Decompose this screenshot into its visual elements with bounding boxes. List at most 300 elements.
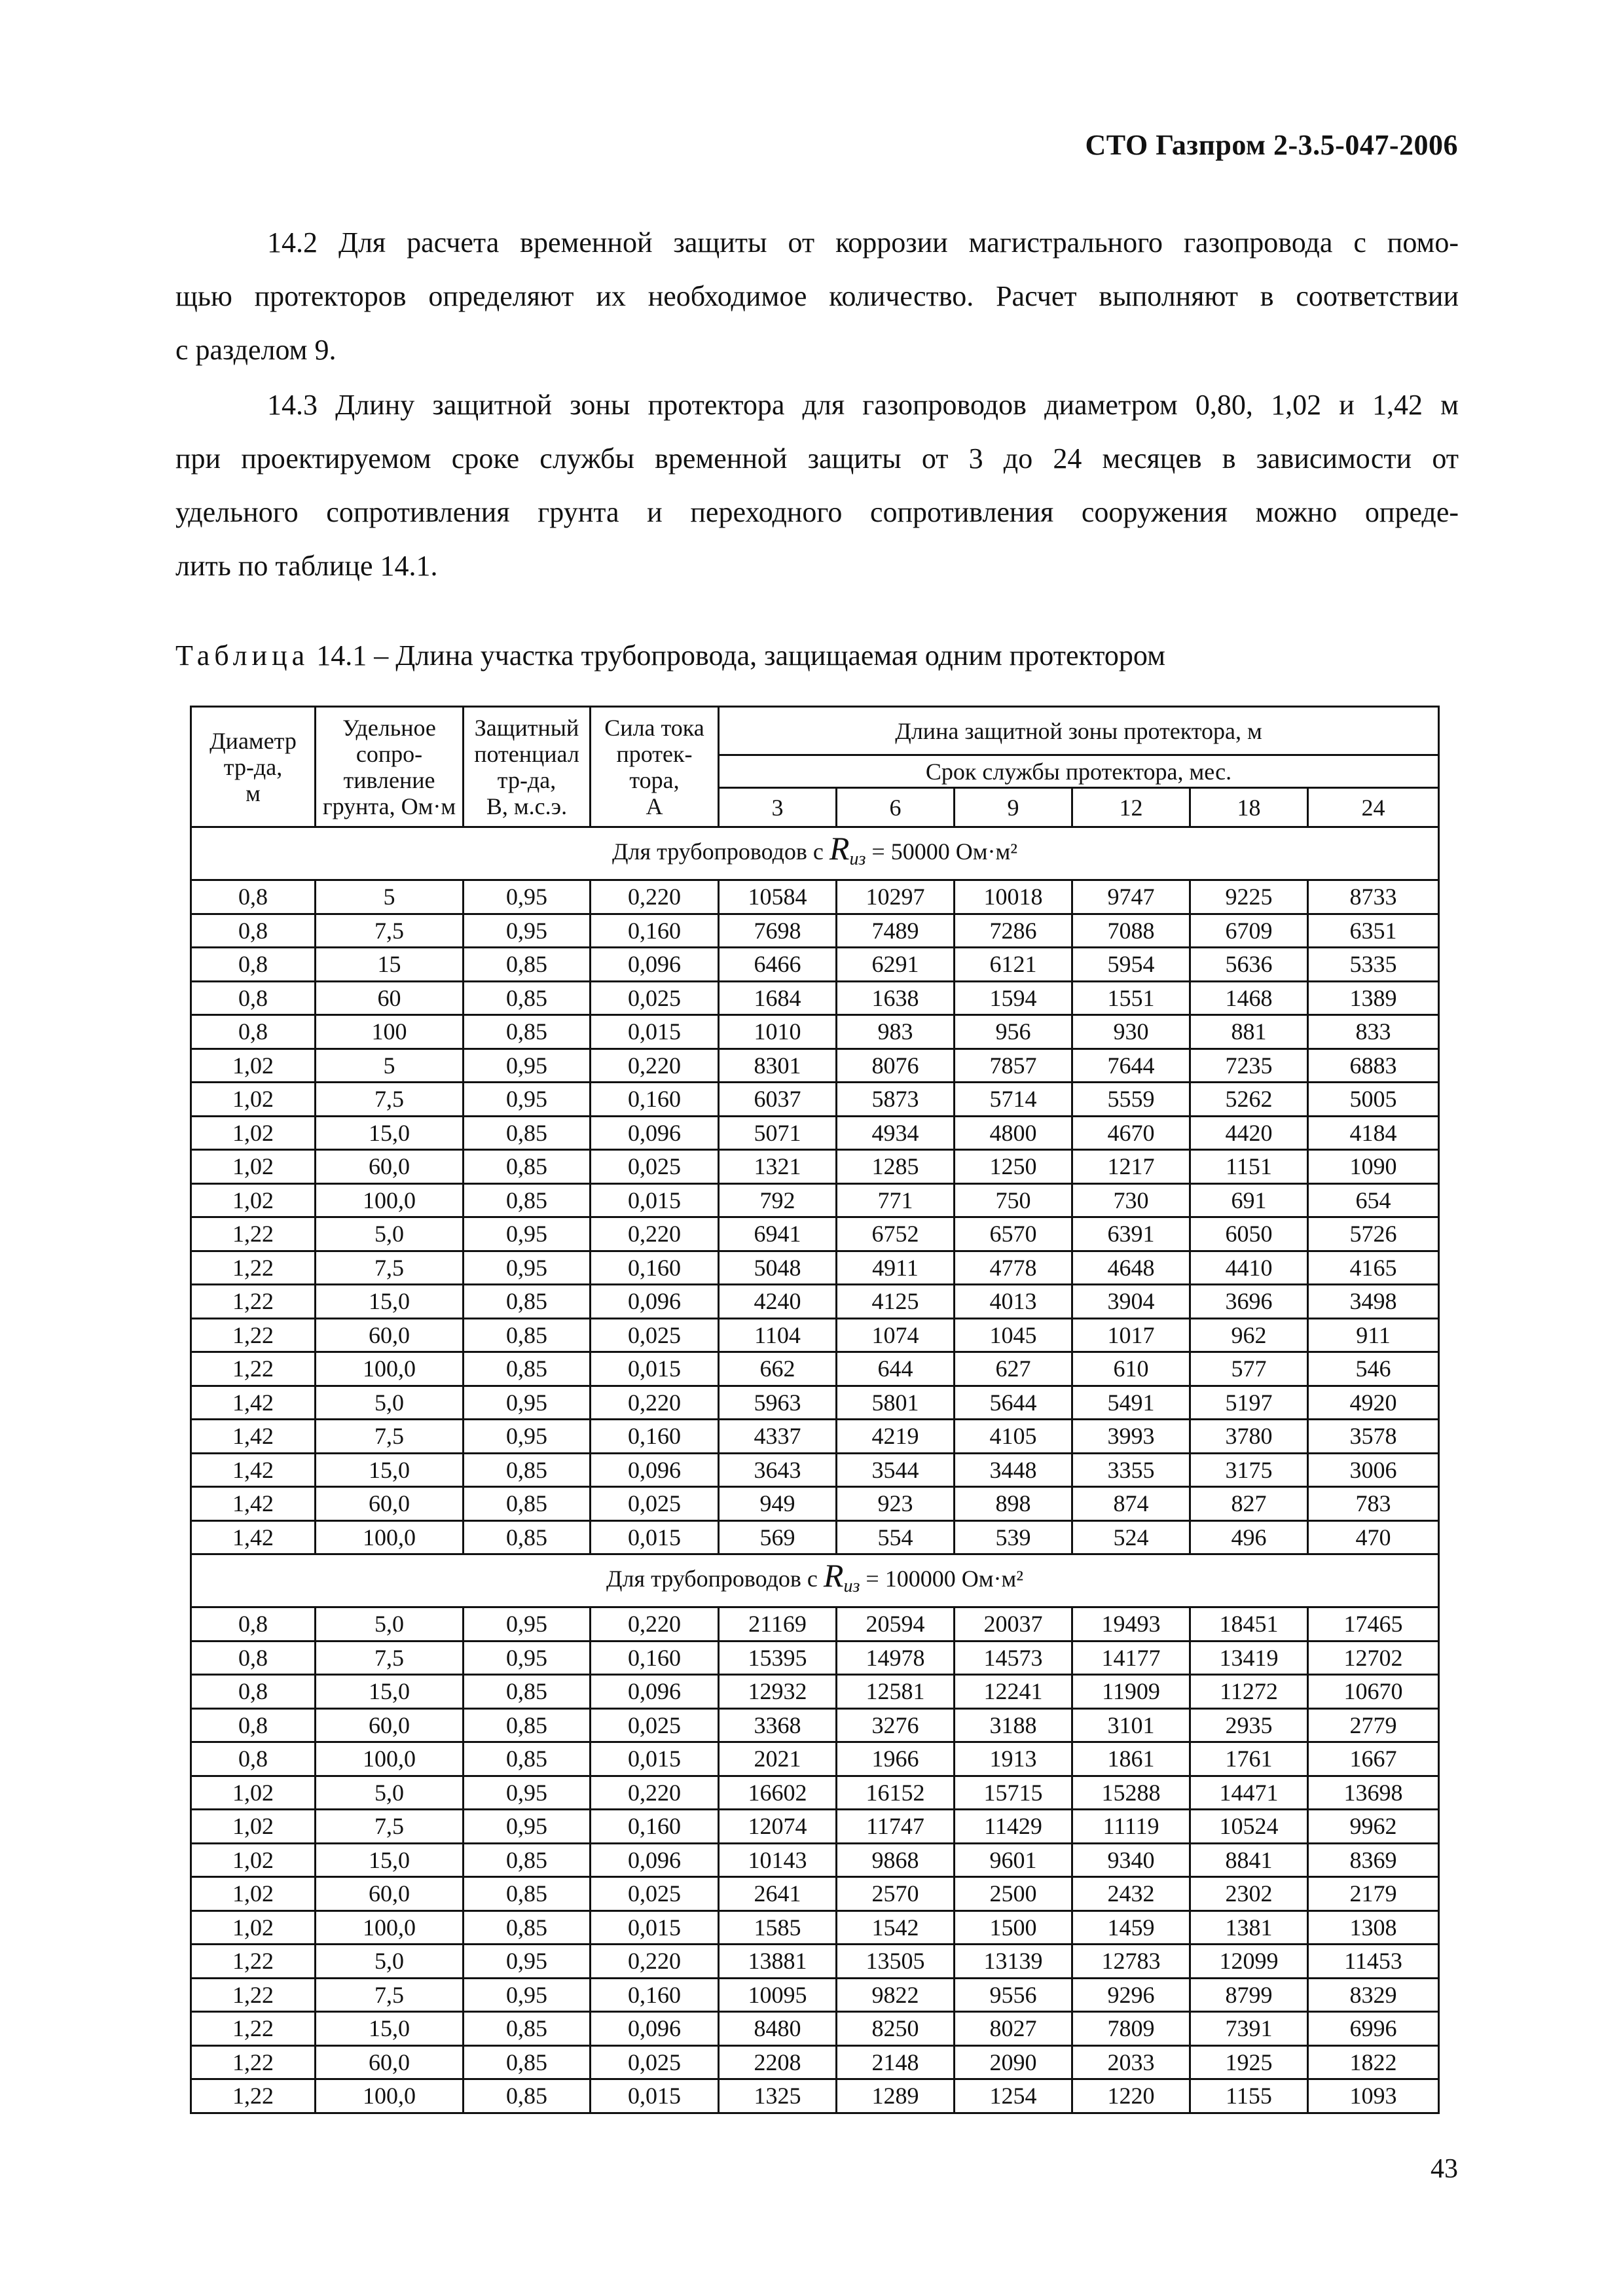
table-cell: 9822 (837, 1978, 955, 2012)
resistance-subscript: из (849, 848, 866, 869)
table-cell: 11747 (837, 1810, 955, 1844)
table-cell: 13698 (1308, 1776, 1439, 1810)
table-cell: 6996 (1308, 2012, 1439, 2046)
table-cell: 12241 (955, 1675, 1072, 1709)
table-cell: 4420 (1190, 1116, 1308, 1150)
table-cell: 0,85 (464, 1318, 591, 1352)
table-cell: 0,096 (591, 1843, 719, 1877)
table-cell: 13505 (837, 1945, 955, 1979)
table-row (191, 1641, 1439, 1675)
table-cell: 1594 (955, 981, 1072, 1015)
table-cell: 1,02 (191, 1083, 316, 1117)
table-cell: 0,8 (191, 1015, 316, 1049)
header-month: 6 (837, 788, 955, 827)
table-cell: 7809 (1072, 2012, 1190, 2046)
table-row (191, 1520, 1439, 1554)
table-cell: 15,0 (316, 1116, 464, 1150)
table-cell: 0,015 (591, 1015, 719, 1049)
table-cell: 0,95 (464, 1810, 591, 1844)
table-cell: 11909 (1072, 1675, 1190, 1709)
table-cell: 9962 (1308, 1810, 1439, 1844)
header-line: тора, (629, 766, 680, 793)
table-cell: 16602 (719, 1776, 837, 1810)
table-cell: 4800 (955, 1116, 1072, 1150)
table-cell: 1542 (837, 1910, 955, 1945)
table-cell: 0,015 (591, 1520, 719, 1554)
resistance-subscript: из (843, 1575, 860, 1596)
table-row (191, 1978, 1439, 2012)
document-header: СТО Газпром 2-3.5-047-2006 (1085, 129, 1458, 161)
table-cell: 610 (1072, 1352, 1190, 1386)
table-cell: 1093 (1308, 2079, 1439, 2113)
table-row (191, 2079, 1439, 2113)
table-cell: 0,025 (591, 1708, 719, 1742)
header-month: 9 (955, 788, 1072, 827)
table-row (191, 1183, 1439, 1217)
table-cell: 0,220 (591, 1386, 719, 1420)
table-cell: 7088 (1072, 914, 1190, 948)
table-cell: 14978 (837, 1641, 955, 1675)
table-cell: 2570 (837, 1877, 955, 1911)
table-cell: 0,85 (464, 1453, 591, 1487)
table-cell: 1,22 (191, 1352, 316, 1386)
table-cell: 662 (719, 1352, 837, 1386)
table-cell: 0,85 (464, 1150, 591, 1184)
table-cell: 874 (1072, 1487, 1190, 1521)
table-row (191, 948, 1439, 982)
table-cell: 2779 (1308, 1708, 1439, 1742)
table-cell: 3276 (837, 1708, 955, 1742)
table-cell: 0,8 (191, 1708, 316, 1742)
table-cell: 0,015 (591, 1910, 719, 1945)
table-cell: 100,0 (316, 1910, 464, 1945)
table-cell: 3904 (1072, 1285, 1190, 1319)
table-cell: 100,0 (316, 1742, 464, 1776)
header-current (591, 707, 719, 827)
table-cell: 10095 (719, 1978, 837, 2012)
table-cell: 4934 (837, 1116, 955, 1150)
table-cell: 1925 (1190, 2045, 1308, 2079)
table-cell: 0,160 (591, 1083, 719, 1117)
table-cell: 0,025 (591, 2045, 719, 2079)
table-cell: 60,0 (316, 1708, 464, 1742)
table-cell: 0,015 (591, 1183, 719, 1217)
table-cell: 5963 (719, 1386, 837, 1420)
table-cell: 4184 (1308, 1116, 1439, 1150)
header-line: Диаметр (210, 727, 297, 754)
table-cell: 0,015 (591, 1742, 719, 1776)
table-cell: 0,85 (464, 948, 591, 982)
table-cell: 0,8 (191, 914, 316, 948)
table-cell: 4920 (1308, 1386, 1439, 1420)
table-cell: 2500 (955, 1877, 1072, 1911)
table-cell: 7857 (955, 1049, 1072, 1083)
table-cell: 6941 (719, 1217, 837, 1251)
table-row (191, 1708, 1439, 1742)
table-cell: 1,42 (191, 1520, 316, 1554)
table-cell: 1321 (719, 1150, 837, 1184)
table-cell: 4165 (1308, 1251, 1439, 1285)
table-cell: 1,22 (191, 1285, 316, 1319)
table-cell: 0,95 (464, 1420, 591, 1454)
table-cell: 5262 (1190, 1083, 1308, 1117)
table-cell: 12099 (1190, 1945, 1308, 1979)
table-cell: 6883 (1308, 1049, 1439, 1083)
table-row (191, 1318, 1439, 1352)
table-cell: 20037 (955, 1607, 1072, 1641)
table-cell: 12932 (719, 1675, 837, 1709)
table-cell: 0,096 (591, 1675, 719, 1709)
table-cell: 0,95 (464, 1641, 591, 1675)
table-cell: 1074 (837, 1318, 955, 1352)
table-cell: 0,85 (464, 1116, 591, 1150)
table-row (191, 1251, 1439, 1285)
paragraph-line: 14.3 Длину защитной зоны протектора для газопроводов диаметром 0,80, 1,02 и 1,42 м (267, 389, 1459, 421)
table-cell: 100,0 (316, 1183, 464, 1217)
table-cell: 3175 (1190, 1453, 1308, 1487)
table-cell: 1308 (1308, 1910, 1439, 1945)
table-cell: 1,02 (191, 1776, 316, 1810)
table-cell: 911 (1308, 1318, 1439, 1352)
section-header (191, 1554, 1439, 1607)
table-cell: 6351 (1308, 914, 1439, 948)
table-cell: 60 (316, 981, 464, 1015)
table-row (191, 1352, 1439, 1386)
table-cell: 0,8 (191, 1641, 316, 1675)
table-cell: 956 (955, 1015, 1072, 1049)
table-cell: 9868 (837, 1843, 955, 1877)
table-cell: 9747 (1072, 880, 1190, 914)
table-cell: 19493 (1072, 1607, 1190, 1641)
table-cell: 0,220 (591, 1945, 719, 1979)
table-cell: 1638 (837, 981, 955, 1015)
table-cell: 5,0 (316, 1607, 464, 1641)
table-cell: 100 (316, 1015, 464, 1049)
table-cell: 3188 (955, 1708, 1072, 1742)
section-prefix: Для трубопроводов с (612, 838, 830, 865)
table-cell: 10297 (837, 880, 955, 914)
table-cell: 6570 (955, 1217, 1072, 1251)
table-row (191, 1910, 1439, 1945)
table-cell: 5071 (719, 1116, 837, 1150)
table-cell: 0,85 (464, 2045, 591, 2079)
table-cell: 1045 (955, 1318, 1072, 1352)
table-cell: 1,22 (191, 1318, 316, 1352)
table-cell: 1,02 (191, 1910, 316, 1945)
section-suffix: = 50000 Ом·м² (866, 838, 1018, 865)
table-cell: 18451 (1190, 1607, 1308, 1641)
table-cell: 0,85 (464, 1877, 591, 1911)
table-cell: 1254 (955, 2079, 1072, 2113)
table-cell: 949 (719, 1487, 837, 1521)
table-cell: 60,0 (316, 1318, 464, 1352)
table-cell: 470 (1308, 1520, 1439, 1554)
table-cell: 10143 (719, 1843, 837, 1877)
section-header-row (191, 827, 1439, 880)
table-cell: 1822 (1308, 2045, 1439, 2079)
table-cell: 15,0 (316, 1453, 464, 1487)
table-cell: 7235 (1190, 1049, 1308, 1083)
table-cell: 0,160 (591, 914, 719, 948)
section-suffix: = 100000 Ом·м² (860, 1565, 1024, 1592)
table-cell: 7,5 (316, 1251, 464, 1285)
table-cell: 1,22 (191, 1251, 316, 1285)
header-line: протек- (616, 740, 693, 767)
paragraph-line: при проектируемом сроке службы временной защиты от 3 до 24 месяцев в зависимости от (175, 442, 1459, 475)
resistance-symbol: R (829, 829, 850, 867)
table-cell: 1468 (1190, 981, 1308, 1015)
table-cell: 5559 (1072, 1083, 1190, 1117)
table-cell: 5,0 (316, 1776, 464, 1810)
table-cell: 0,096 (591, 2012, 719, 2046)
section-prefix: Для трубопроводов с (606, 1565, 824, 1592)
table-cell: 100,0 (316, 1520, 464, 1554)
header-month: 12 (1072, 788, 1190, 827)
table-cell: 4105 (955, 1420, 1072, 1454)
table-cell: 8301 (719, 1049, 837, 1083)
table-cell: 0,025 (591, 981, 719, 1015)
table-cell: 4410 (1190, 1251, 1308, 1285)
paragraph-line: с разделом 9. (175, 334, 337, 366)
table-cell: 4911 (837, 1251, 955, 1285)
table-cell: 1551 (1072, 981, 1190, 1015)
table-cell: 833 (1308, 1015, 1439, 1049)
table-row (191, 1285, 1439, 1319)
table-cell: 654 (1308, 1183, 1439, 1217)
table-cell: 1289 (837, 2079, 955, 2113)
table-cell: 5644 (955, 1386, 1072, 1420)
table-cell: 20594 (837, 1607, 955, 1641)
table-cell: 1250 (955, 1150, 1072, 1184)
table-cell: 2208 (719, 2045, 837, 2079)
resistance-symbol: R (823, 1556, 844, 1594)
table-cell: 12581 (837, 1675, 955, 1709)
table-cell: 0,95 (464, 1083, 591, 1117)
table-cell: 9556 (955, 1978, 1072, 2012)
table-cell: 0,025 (591, 1487, 719, 1521)
table-cell: 881 (1190, 1015, 1308, 1049)
table-cell: 0,95 (464, 1217, 591, 1251)
table-cell: 7644 (1072, 1049, 1190, 1083)
table-cell: 0,85 (464, 1183, 591, 1217)
table-cell: 1,42 (191, 1386, 316, 1420)
paragraph-14-3 (175, 378, 1459, 593)
table-cell: 6391 (1072, 1217, 1190, 1251)
table-cell: 898 (955, 1487, 1072, 1521)
table-cell: 10524 (1190, 1810, 1308, 1844)
section-header (191, 827, 1439, 880)
table-cell: 1104 (719, 1318, 837, 1352)
table-cell: 13419 (1190, 1641, 1308, 1675)
table-row (191, 914, 1439, 948)
table-cell: 0,85 (464, 1015, 591, 1049)
header-line: тр-да, (497, 766, 556, 793)
table-cell: 100,0 (316, 2079, 464, 2113)
table-cell: 5726 (1308, 1217, 1439, 1251)
table-cell: 21169 (719, 1607, 837, 1641)
page-number: 43 (1431, 2154, 1458, 2184)
table-cell: 1459 (1072, 1910, 1190, 1945)
table-cell: 0,95 (464, 914, 591, 948)
table-cell: 15,0 (316, 1843, 464, 1877)
table-cell: 4219 (837, 1420, 955, 1454)
header-length-group: Длина защитной зоны протектора, м (719, 707, 1439, 755)
table-row (191, 1116, 1439, 1150)
table-cell: 1,02 (191, 1877, 316, 1911)
table-cell: 10670 (1308, 1675, 1439, 1709)
table-cell: 9601 (955, 1843, 1072, 1877)
table-cell: 1,02 (191, 1843, 316, 1877)
table-cell: 6709 (1190, 914, 1308, 948)
table-cell: 546 (1308, 1352, 1439, 1386)
table-cell: 3643 (719, 1453, 837, 1487)
table-cell: 10584 (719, 880, 837, 914)
table-cell: 7,5 (316, 1810, 464, 1844)
table-cell: 7,5 (316, 1978, 464, 2012)
table-cell: 5335 (1308, 948, 1439, 982)
table-cell: 3780 (1190, 1420, 1308, 1454)
table-cell: 8369 (1308, 1843, 1439, 1877)
table-cell: 0,95 (464, 1251, 591, 1285)
table-cell: 983 (837, 1015, 955, 1049)
table-cell: 0,096 (591, 948, 719, 982)
table-cell: 2148 (837, 2045, 955, 2079)
table-cell: 577 (1190, 1352, 1308, 1386)
table-cell: 554 (837, 1520, 955, 1554)
table-cell: 1,02 (191, 1150, 316, 1184)
table-cell: 60,0 (316, 1487, 464, 1521)
paragraph-line: щью протекторов определяют их необходимое количество. Расчет выполняют в соответствии (175, 280, 1459, 312)
table-cell: 5 (316, 1049, 464, 1083)
table-cell: 8841 (1190, 1843, 1308, 1877)
table-cell: 16152 (837, 1776, 955, 1810)
table-cell: 15288 (1072, 1776, 1190, 1810)
paragraph-line: 14.2 Для расчета временной защиты от коррозии магистрального газопровода с помо- (267, 226, 1459, 259)
table-cell: 0,85 (464, 1487, 591, 1521)
table-cell: 8027 (955, 2012, 1072, 2046)
table-cell: 0,85 (464, 981, 591, 1015)
table-cell: 3368 (719, 1708, 837, 1742)
table-cell: 1761 (1190, 1742, 1308, 1776)
table-cell: 0,160 (591, 1978, 719, 2012)
table-cell: 1,22 (191, 2012, 316, 2046)
table-cell: 0,160 (591, 1420, 719, 1454)
header-line: В, м.с.э. (486, 793, 568, 819)
table-cell: 2033 (1072, 2045, 1190, 2079)
table-cell: 1,22 (191, 1945, 316, 1979)
table-cell: 7286 (955, 914, 1072, 948)
table-cell: 1,42 (191, 1453, 316, 1487)
table-row (191, 1945, 1439, 1979)
table-cell: 569 (719, 1520, 837, 1554)
table-cell: 10018 (955, 880, 1072, 914)
table-cell: 0,95 (464, 1607, 591, 1641)
table-cell: 5636 (1190, 948, 1308, 982)
table-cell: 3696 (1190, 1285, 1308, 1319)
table-cell: 0,096 (591, 1453, 719, 1487)
table-cell: 2021 (719, 1742, 837, 1776)
table-cell: 11429 (955, 1810, 1072, 1844)
table-cell: 5,0 (316, 1386, 464, 1420)
table-cell: 3355 (1072, 1453, 1190, 1487)
table-cell: 0,95 (464, 1776, 591, 1810)
table-cell: 2432 (1072, 1877, 1190, 1911)
table-cell: 9340 (1072, 1843, 1190, 1877)
table-row (191, 1386, 1439, 1420)
header-potential (464, 707, 591, 827)
table-cell: 6050 (1190, 1217, 1308, 1251)
header-diameter (191, 707, 316, 827)
table-cell: 5005 (1308, 1083, 1439, 1117)
table-cell: 5873 (837, 1083, 955, 1117)
table-cell: 0,096 (591, 1285, 719, 1319)
table-cell: 6752 (837, 1217, 955, 1251)
table-cell: 5491 (1072, 1386, 1190, 1420)
table-cell: 1017 (1072, 1318, 1190, 1352)
section-header-row (191, 1554, 1439, 1607)
table-cell: 1155 (1190, 2079, 1308, 2113)
table-cell: 1684 (719, 981, 837, 1015)
table-cell: 0,85 (464, 1843, 591, 1877)
table-cell: 15,0 (316, 1285, 464, 1319)
table-cell: 0,220 (591, 1049, 719, 1083)
table-cell: 8733 (1308, 880, 1439, 914)
header-line: сопро- (356, 740, 423, 767)
table-cell: 0,015 (591, 1352, 719, 1386)
table-cell: 3448 (955, 1453, 1072, 1487)
table-cell: 3101 (1072, 1708, 1190, 1742)
table-cell: 5,0 (316, 1217, 464, 1251)
table-cell: 3993 (1072, 1420, 1190, 1454)
table-cell: 5801 (837, 1386, 955, 1420)
table-cell: 4648 (1072, 1251, 1190, 1285)
table-cell: 0,220 (591, 1607, 719, 1641)
table-cell: 0,85 (464, 1910, 591, 1945)
table-cell: 1,22 (191, 2045, 316, 2079)
header-line: м (246, 780, 261, 806)
table-cell: 8076 (837, 1049, 955, 1083)
table-cell: 8799 (1190, 1978, 1308, 2012)
table-cell: 7489 (837, 914, 955, 948)
table-cell: 3544 (837, 1453, 955, 1487)
table-cell: 14471 (1190, 1776, 1308, 1810)
table-cell: 0,85 (464, 1675, 591, 1709)
table-row (191, 1675, 1439, 1709)
table-cell: 1285 (837, 1150, 955, 1184)
table-cell: 7,5 (316, 1641, 464, 1675)
table-cell: 0,160 (591, 1251, 719, 1285)
table-cell: 962 (1190, 1318, 1308, 1352)
table-cell: 524 (1072, 1520, 1190, 1554)
table-cell: 3498 (1308, 1285, 1439, 1319)
table-cell: 12702 (1308, 1641, 1439, 1675)
table-cell: 691 (1190, 1183, 1308, 1217)
table-cell: 2641 (719, 1877, 837, 1911)
table-cell: 1,02 (191, 1810, 316, 1844)
table-cell: 60,0 (316, 1877, 464, 1911)
table-cell: 771 (837, 1183, 955, 1217)
table-cell: 2935 (1190, 1708, 1308, 1742)
table-cell: 1585 (719, 1910, 837, 1945)
table-cell: 1,02 (191, 1183, 316, 1217)
table-row (191, 1487, 1439, 1521)
table-cell: 0,015 (591, 2079, 719, 2113)
table-cell: 0,95 (464, 1978, 591, 2012)
table-cell: 1861 (1072, 1742, 1190, 1776)
table-cell: 0,025 (591, 1150, 719, 1184)
table-cell: 60,0 (316, 2045, 464, 2079)
table-cell: 7,5 (316, 1083, 464, 1117)
